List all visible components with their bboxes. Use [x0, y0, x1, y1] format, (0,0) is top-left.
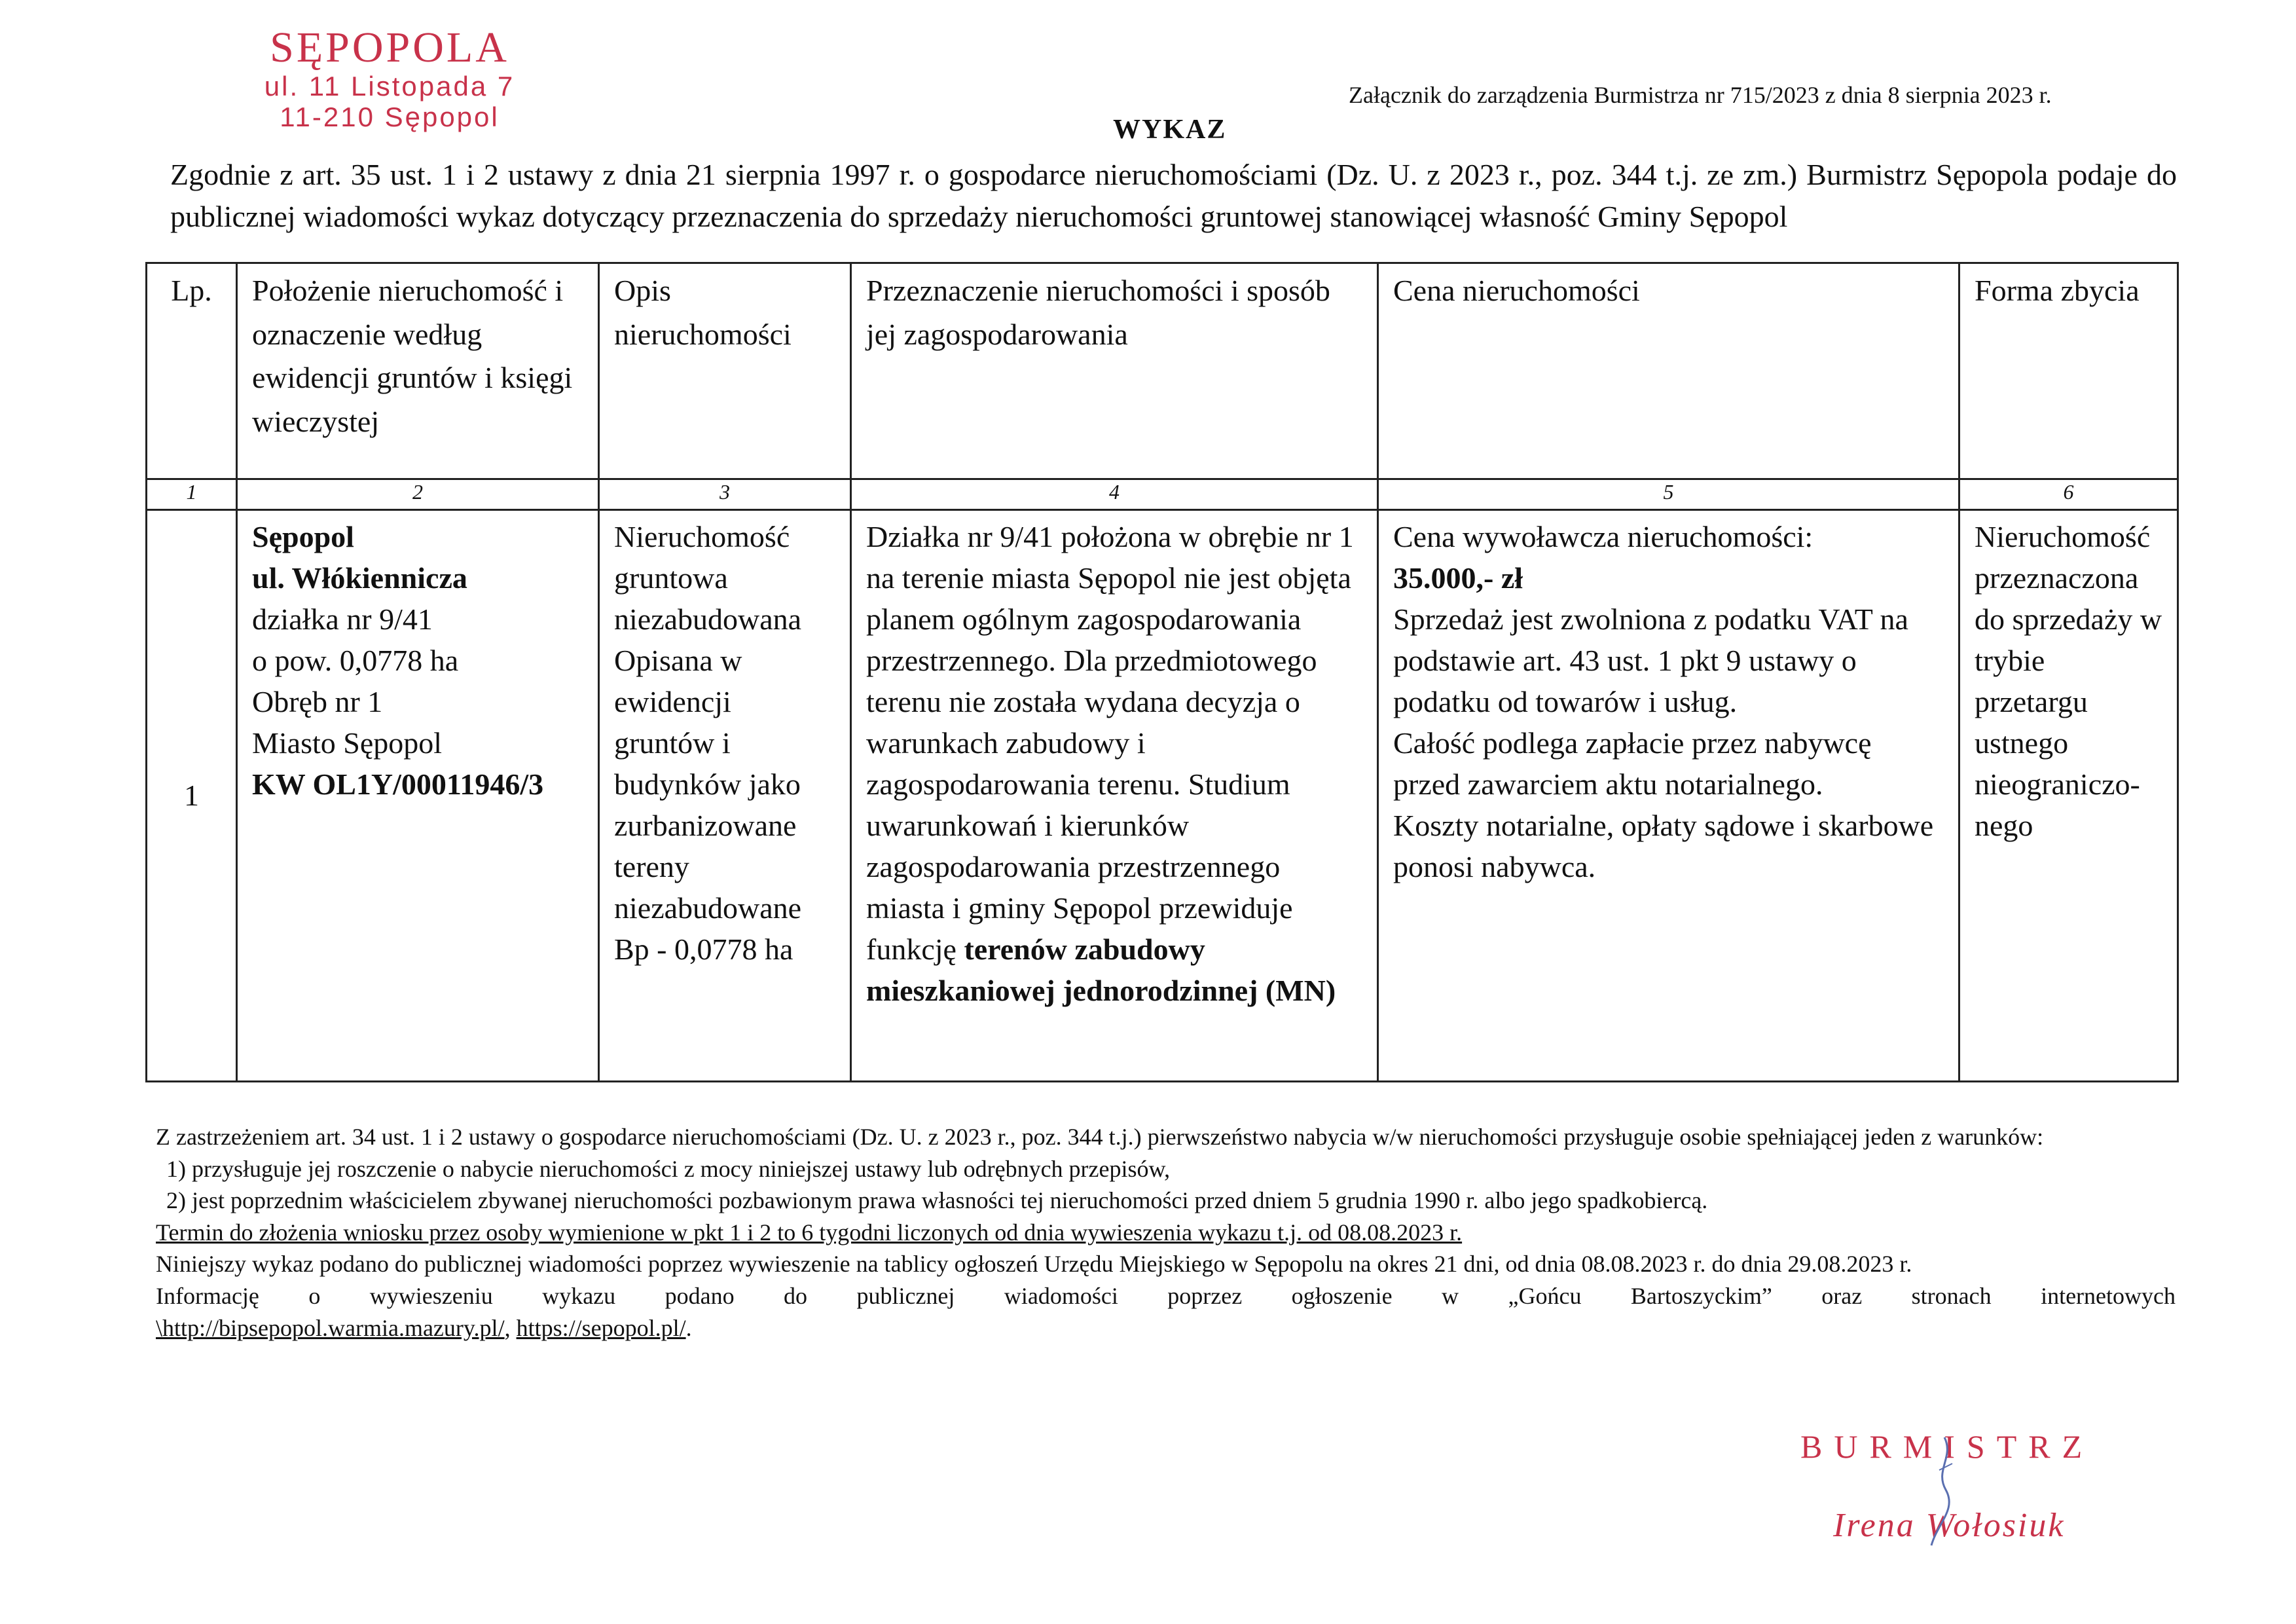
notes-section — [156, 1121, 2176, 1344]
column-number: 2 — [237, 479, 599, 510]
reservation-note: Z zastrzeżeniem art. 34 ust. 1 i 2 ustawy o gospodarce nieruchomościami (Dz. U. z 2023 r., poz. 344 t.j.) pierwszeństwo nabycia w/w nieruchomości przysługuje osobie spełniającej jeden z warunków: — [156, 1124, 2044, 1150]
column-number: 4 — [851, 479, 1378, 510]
location-street: ul. Włókiennicza — [252, 561, 467, 595]
location-area: o pow. 0,0778 ha — [252, 644, 459, 678]
condition-1: 1) przysługuje jej roszczenie o nabycie nieruchomości z mocy niniejszej ustawy lub odrębnych przepisów, — [166, 1155, 1171, 1182]
price-payment: Całość podlega zapłacie przez nabywcę przed zawarciem aktu notarialnego. — [1393, 726, 1872, 802]
table-header-row — [147, 263, 2178, 479]
links-line — [156, 1312, 2176, 1344]
table-row — [147, 510, 2178, 1082]
row-location — [237, 510, 599, 1082]
stamp-name: SĘPOPOLA — [270, 24, 509, 71]
deadline-note: Termin do złożenia wniosku przez osoby wymienione w pkt 1 i 2 to 6 tygodni liczonych od dnia wywieszenia wykazu t.j. od 08.08.2023 r. — [156, 1219, 1463, 1246]
stamp-city: 11-210 Sępopol — [280, 101, 500, 132]
signature-title: BURMISTRZ — [1800, 1428, 2094, 1465]
purpose-text: Działka nr 9/41 położona w obrębie nr 1 na terenie miasta Sępopol nie jest objęta planem ogólnym zagospodarowania przestrzennego. Dla przedmiotowego terenu nie została wydana decyzja o warunkach zabudowy i zagospodarowania terenu. Studium uwarunkowań i kierunków zagospodarowania przestrzennego miasta i gminy Sępopol przewiduje funkcję — [866, 520, 1354, 967]
links-end: . — [685, 1314, 692, 1341]
location-town: Sępopol — [252, 520, 354, 553]
column-number-row — [147, 479, 2178, 510]
header-form: Forma zbycia — [1959, 263, 2178, 479]
intro-paragraph: Zgodnie z art. 35 ust. 1 i 2 ustawy z dnia 21 sierpnia 1997 r. o gospodarce nieruchomościami (Dz. U. z 2023 r., poz. 344 t.j. ze zm.) Burmistrz Sępopola podaje do publicznej wiadomości wykaz dotyczący przeznaczenia do sprzedaży nieruchomości gruntowej stanowiącej własność Gminy Sępopol — [170, 158, 2177, 234]
row-description: Nieruchomość gruntowa niezabudowana Opisana w ewidencji gruntów i budynków jako zurbanizowane tereny niezabudowane Bp - 0,0778 ha — [599, 510, 851, 1082]
header-purpose: Przeznaczenie nieruchomości i sposób jej zagospodarowania — [851, 263, 1378, 479]
column-number: 1 — [147, 479, 237, 510]
row-form: Nieruchomość przeznaczona do sprzedaży w trybie przetargu ustnego nieograniczo-nego — [1959, 510, 2178, 1082]
signature-name: Irena Wołosiuk — [1833, 1507, 2066, 1544]
website-link[interactable]: https://sepopol.pl/ — [516, 1314, 686, 1341]
location-kw: KW OL1Y/00011946/3 — [252, 767, 544, 802]
column-number: 3 — [599, 479, 851, 510]
document-title: WYKAZ — [1113, 115, 1227, 145]
location-precinct: Obręb nr 1 — [252, 685, 383, 719]
info-note: Informację o wywieszeniu wykazu podano do publicznej wiadomości poprzez ogłoszenie w „Gońcu Bartoszyckim” oraz stronach internetowych — [156, 1282, 2176, 1309]
row-price — [1378, 510, 1959, 1082]
price-costs: Koszty notarialne, opłaty sądowe i skarbowe ponosi nabywca. — [1393, 809, 1934, 884]
header-lp: Lp. — [147, 263, 237, 479]
purpose-bold: terenów zabudowy mieszkaniowej jednorodzinnej (MN) — [866, 932, 1336, 1008]
attachment-note: Załącznik do zarządzenia Burmistrza nr 715/2023 z dnia 8 sierpnia 2023 r. — [1349, 82, 2052, 108]
location-plot: działka nr 9/41 — [252, 602, 433, 637]
row-purpose — [851, 510, 1378, 1082]
price-label: Cena wywoławcza nieruchomości: — [1393, 520, 1813, 553]
price-vat: Sprzedaż jest zwolniona z podatku VAT na podstawie art. 43 ust. 1 pkt 9 ustawy o podatku od towarów i usług. — [1393, 602, 1908, 719]
property-table — [145, 262, 2179, 1082]
price-amount: 35.000,- zł — [1393, 561, 1523, 595]
location-city: Miasto Sępopol — [252, 726, 443, 760]
handwritten-signature-icon — [1925, 1431, 1964, 1549]
header-description: Opis nieruchomości — [599, 263, 851, 479]
row-lp: 1 — [147, 510, 237, 1082]
header-location: Położenie nieruchomość i oznaczenie według ewidencji gruntów i księgi wieczystej — [237, 263, 599, 479]
condition-2: 2) jest poprzednim właścicielem zbywanej nieruchomości pozbawionym prawa własności tej nieruchomości przed dniem 5 grudnia 1990 r. albo jego spadkobiercą. — [166, 1187, 1708, 1214]
header-price: Cena nieruchomości — [1378, 263, 1959, 479]
column-number: 5 — [1378, 479, 1959, 510]
stamp-street: ul. 11 Listopada 7 — [264, 71, 515, 101]
link-separator: , — [504, 1314, 517, 1341]
column-number: 6 — [1959, 479, 2178, 510]
posting-note: Niniejszy wykaz podano do publicznej wiadomości poprzez wywieszenie na tablicy ogłoszeń Urzędu Miejskiego w Sępopolu na okres 21 dni, od dnia 08.08.2023 r. do dnia 29.08.2023 r. — [156, 1251, 1912, 1278]
bip-link[interactable]: \http://bipsepopol.warmia.mazury.pl/ — [156, 1314, 505, 1341]
